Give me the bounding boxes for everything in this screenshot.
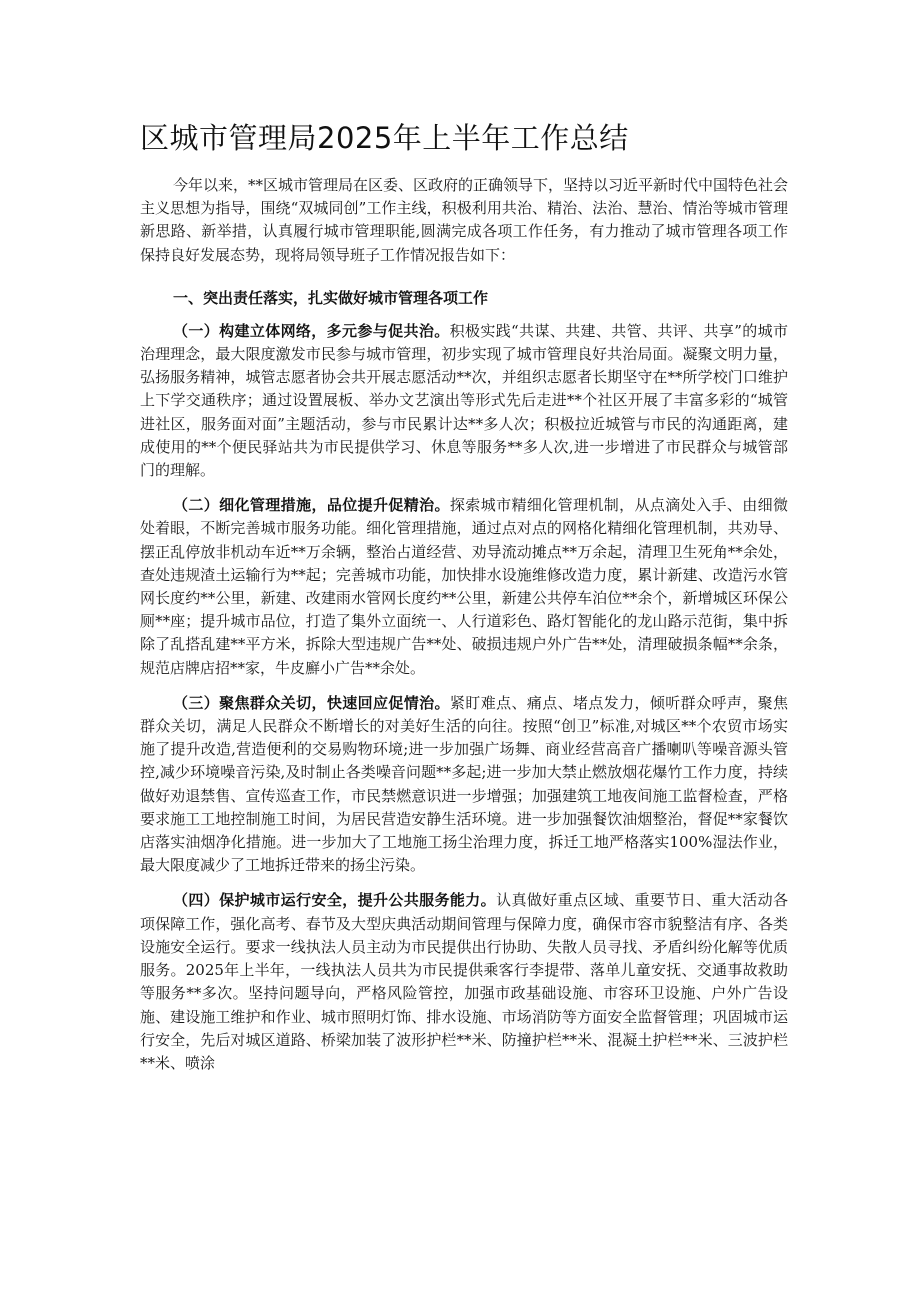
- subsection-text-4: 认真做好重点区域、重要节日、重大活动各项保障工作，强化高考、春节及大型庆典活动期间管理与保障力度，确保市容市貌整洁有序、各类设施安全运行。要求一线执法人员主动为市民提供出行协助、失散人员寻找、矛盾纠纷化解等优质服务。2025年上半年，一线执法人员共为市民提供乘客行李提带、落单儿童安抚、交通事故救助等服务**多次。坚持问题导向，严格风险管控，加强市政基础设施、市容环卫设施、户外广告设施、建设施工维护和作业、城市照明灯饰、排水设施、市场消防等方面安全监督管理；巩固城市运行安全，先后对城区道路、桥梁加装了波形护栏**米、防撞护栏**米、混凝土护栏**米、三波护栏**米、喷涂: [140, 891, 788, 1072]
- subsection-paragraph-3: [140, 692, 788, 878]
- subsection-paragraph-1: [140, 320, 788, 482]
- subsection-lead-2: （二）细化管理措施，品位提升促精治。: [173, 496, 450, 515]
- subsection-paragraph-2: [140, 494, 788, 680]
- subsection-text-1: 积极实践“共谋、共建、共管、共评、共享”的城市治理理念，最大限度激发市民参与城市管理，初步实现了城市管理良好共治局面。凝聚文明力量，弘扬服务精神，城管志愿者协会共开展志愿活动**次，并组织志愿者长期坚守在**所学校门口维护上下学交通秩序；通过设置展板、举办文艺演出等形式先后走进**个社区开展了丰富多彩的“城管进社区，服务面对面”主题活动，参与市民累计达**多人次；积极拉近城管与市民的沟通距离，建成使用的**个便民驿站共为市民提供学习、休息等服务**多人次,进一步增进了市民群众与城管部门的理解。: [140, 321, 788, 480]
- section-heading: 一、突出责任落实，扎实做好城市管理各项工作: [173, 288, 489, 307]
- subsection-paragraph-4: [140, 889, 788, 1075]
- subsection-text-3: 紧盯难点、痛点、堵点发力，倾听群众呼声，聚焦群众关切，满足人民群众不断增长的对美好生活的向往。按照“创卫”标准,对城区**个农贸市场实施了提升改造,营造便利的交易购物环境;进一步加强广场舞、商业经营高音广播喇叭等噪音源头管控,减少环境噪音污染,及时制止各类噪音问题**多起;进一步加大禁止燃放烟花爆竹工作力度，持续做好劝退禁售、宣传巡查工作，市民禁燃意识进一步增强；加强建筑工地夜间施工监督检查，严格要求施工工地控制施工时间，为居民营造安静生活环境。进一步加强餐饮油烟整治，督促**家餐饮店落实油烟净化措施。进一步加大了工地施工扬尘治理力度，拆迁工地严格落实100%湿法作业，最大限度减少了工地拆迁带来的扬尘污染。: [140, 693, 788, 875]
- intro-paragraph: 今年以来，**区城市管理局在区委、区政府的正确领导下，坚持以习近平新时代中国特色社会主义思想为指导，围绕“双城同创”工作主线，积极利用共治、精治、法治、慧治、情治等城市管理新思路、新举措，认真履行城市管理职能,圆满完成各项工作任务，有力推动了城市管理各项工作保持良好发展态势，现将局领导班子工作情况报告如下：: [140, 176, 789, 264]
- subsection-lead-3: （三）聚焦群众关切，快速回应促情治。: [173, 693, 450, 712]
- subsection-text-2: 探索城市精细化管理机制，从点滴处入手、由细微处着眼，不断完善城市服务功能。细化管理措施，通过点对点的网格化精细化管理机制，共劝导、摆正乱停放非机动车近**万余辆，整治占道经营、劝导流动摊点**万余起，清理卫生死角**余处，查处违规渣土运输行为**起；完善城市功能，加快排水设施维修改造力度，累计新建、改造污水管网长度约**公里，新建、改建雨水管网长度约**公里，新建公共停车泊位**余个，新增城区环保公厕**座；提升城市品位，打造了集外立面统一、人行道彩色、路灯智能化的龙山路示范街，集中拆除了乱搭乱建**平方米，拆除大型违规广告**处、破损违规户外广告**处，清理破损条幅**余条，规范店牌店招**家，牛皮廯小广告**余处。: [140, 496, 788, 677]
- document-title: 区城市管理局2025年上半年工作总结: [140, 121, 629, 155]
- subsection-lead-4: （四）保护城市运行安全，提升公共服务能力。: [173, 891, 497, 910]
- document-body: [140, 174, 788, 1075]
- subsection-lead-1: （一）构建立体网络，多元参与促共治。: [173, 321, 450, 340]
